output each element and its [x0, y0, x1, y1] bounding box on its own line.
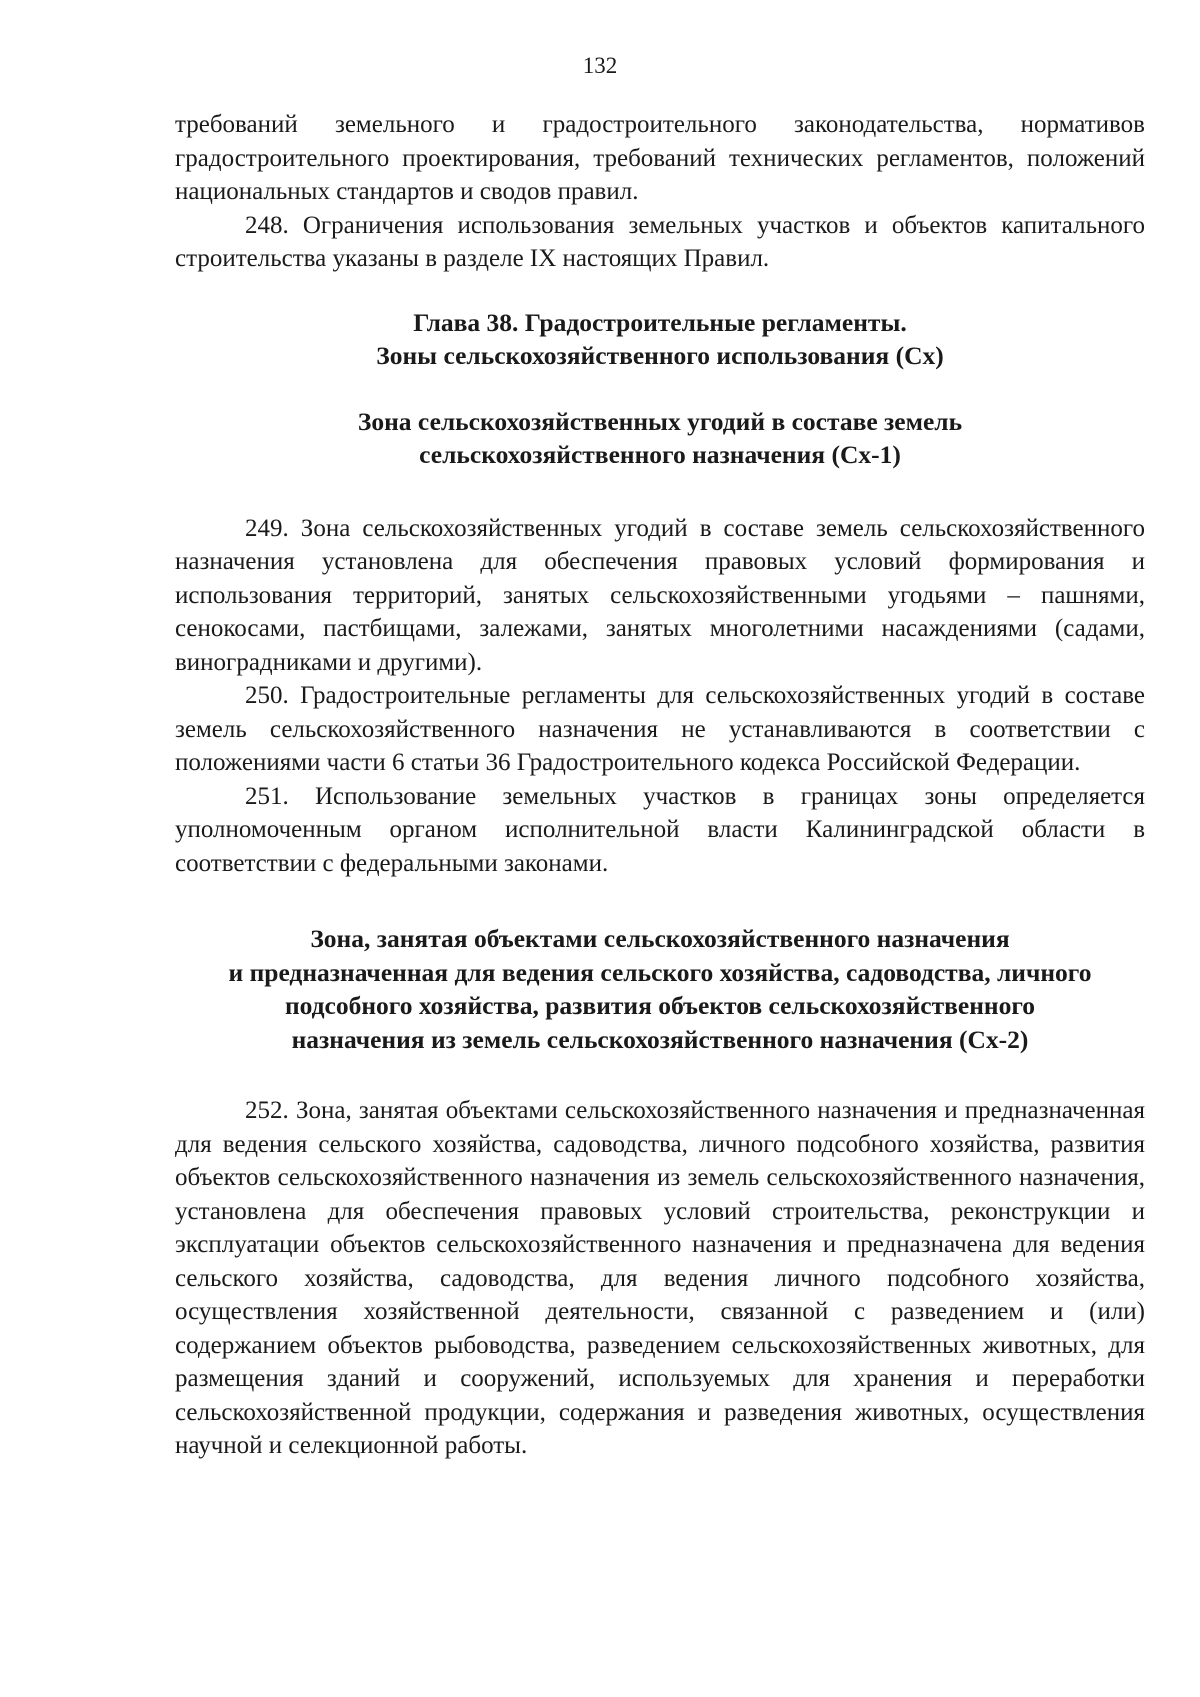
zone2-heading: [175, 922, 1145, 1056]
paragraph-250: 250. Градостроительные регламенты для сельскохозяйственных угодий в составе земель сельскохозяйственного назначения не устанавливаются в соответствии с положениями части 6 статьи 36 Градостроительного кодекса Российской Федерации.: [175, 682, 1145, 776]
chapter-heading-line2: Зоны сельскохозяйственного использования (Сх): [376, 341, 944, 370]
paragraph-248: 248. Ограничения использования земельных участков и объектов капитального строительства указаны в разделе IX настоящих Правил.: [175, 211, 1145, 272]
zone1-heading-line2: сельскохозяйственного назначения (Сх-1): [419, 440, 901, 469]
paragraph-continuation: требований земельного и градостроительного законодательства, нормативов градостроительного проектирования, требований технических регламентов, положений национальных стандартов и сводов правил.: [175, 111, 1145, 205]
zone2-heading-line4: назначения из земель сельскохозяйственного назначения (Сх-2): [291, 1024, 1029, 1054]
zone1-heading-line1: Зона сельскохозяйственных угодий в составе земель: [357, 406, 963, 436]
page-number: 132: [582, 53, 618, 78]
document-body: [175, 108, 1145, 1463]
zone1-heading: [175, 405, 1145, 472]
paragraph-252: 252. Зона, занятая объектами сельскохозяйственного назначения и предназначенная для ведения сельского хозяйства, садоводства, личного подсобного хозяйства, развития объектов сельскохозяйственного назначения из земель сельскохозяйственного назначения, установлена для обеспечения правовых условий строительства, реконструкции и эксплуатации объектов сельскохозяйственного назначения и предназначена для ведения сельского хозяйства, садоводства, для ведения личного подсобного хозяйства, осуществления хозяйственной деятельности, связанной с разведением и (или) содержанием объектов рыбоводства, разведением сельскохозяйственных животных, для размещения зданий и сооружений, используемых для хранения и переработки сельскохозяйственной продукции, содержания и разведения животных, осуществления научной и селекционной работы.: [175, 1097, 1145, 1459]
paragraph-249: 249. Зона сельскохозяйственных угодий в составе земель сельскохозяйственного назначения установлена для обеспечения правовых условий формирования и использования территорий, занятых сельскохозяйственными угодьями – пашнями, сенокосами, пастбищами, залежами, занятых многолетними насаждениями (садами, виноградниками и другими).: [175, 514, 1145, 676]
zone2-heading-line2: и предназначенная для ведения сельского хозяйства, садоводства, личного: [228, 957, 1092, 987]
zone2-heading-line1: Зона, занятая объектами сельскохозяйственного назначения: [310, 924, 1010, 953]
paragraph-251: 251. Использование земельных участков в границах зоны определяется уполномоченным органом исполнительной власти Калининградской области в соответствии с федеральными законами.: [175, 782, 1145, 877]
zone2-heading-line3: подсобного хозяйства, развития объектов сельскохозяйственного: [284, 991, 1036, 1020]
chapter-heading: [175, 306, 1145, 373]
chapter-heading-line1: Глава 38. Градостроительные регламенты.: [413, 307, 907, 337]
